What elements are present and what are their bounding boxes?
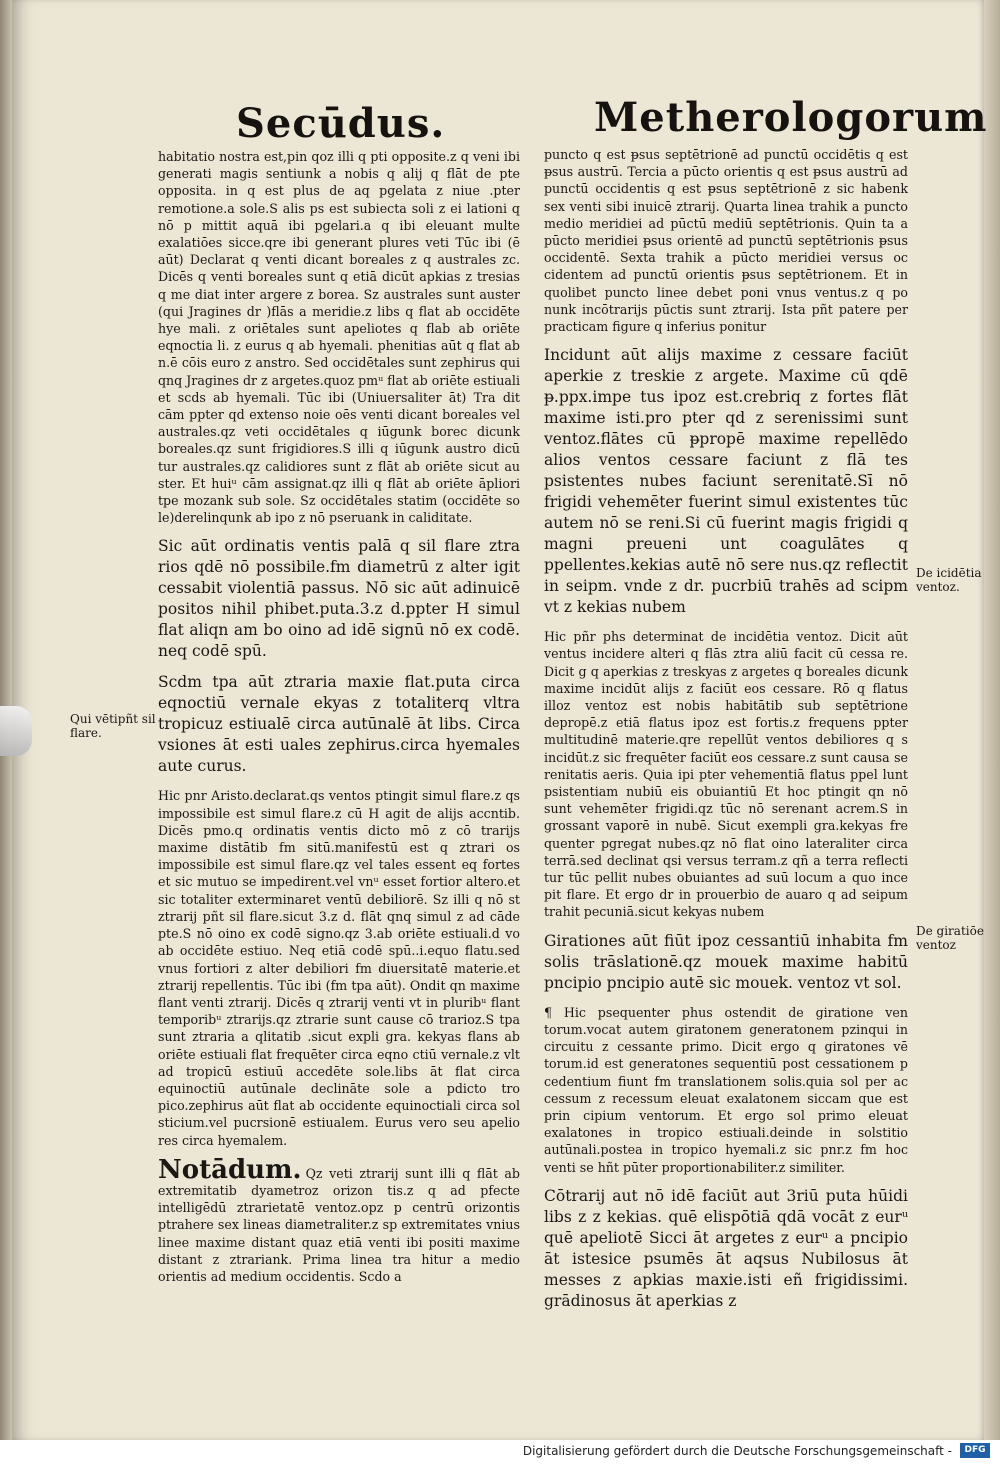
footer-credit: Digitalisierung gefördert durch die Deutsche Forschungsgemeinschaft -: [522, 1444, 952, 1458]
running-head-right: Metherologorum: [594, 94, 988, 141]
paragraph: Scdm tpa aūt ztraria maxie flat.puta circa eqnoctiū vernale ekyas z totaliterq vltra tropicuz estiualē circa autūnalē āt libs. Circa vsiones āt esti uales zephirus.circa hyemales aute curus.: [158, 673, 520, 776]
paragraph: Sic aūt ordinatis ventis palā q sil flare ztra rios qdē nō possibile.fm diametrū z alter igit cessabit violentiā passus. Nō sic aūt adinuicē positos nihil phibet.puta.3.z d.ppter H simul flat aliqn am bo oino ad idē signū nō ex codē. neq codē spū.: [158, 537, 520, 661]
margin-note-right-giratione: De giratiōe ventoz: [916, 924, 984, 952]
paragraph: puncto q est ᵽsus septētrionē ad punctū occidētis q est ᵽsus austrū. Tercia a pūcto orientis q est ᵽsus austrū ad punctū occidentis q est ᵽsus septētrionē z sic habenk sex venti sibi inuicē ztrarij. Quarta linea trahik a puncto medio meridiei ad pūctū mediū septētrionis. Quin ta a pūcto meridiei ᵽsus orientē ad punctū septētrionis ᵽsus occidentē. Sexta trahik a pūcto meridiei versus oc cidentem ad punctū orientis ᵽsus septētrionem. Et in quolibet puncto linee debet poni vnus ventus.z q po nunk incōtrarijs pūctis sunt ztrarij. Ista pñt patere per practicam figure q inferius ponitur: [544, 147, 908, 335]
running-head-left: Secūdus.: [236, 100, 446, 147]
paragraph: ¶ Hic psequenter phus ostendit de giratione ven torum.vocat autem giratonem generatonem pzinqui in circuitu z cessante primo. Dicit ergo q giratones vē torum.id est generatones sequentiū post cessationem p cedentium fiunt fm translationem solis.quia sol per ac cessum z recessum eleuat exalatonem siccam que est prin cipium ventorum. Et ergo sol primo eleuat exalatones in tropico estiuali.deinde in solstitio autūnali.postea in tropico hyemali.z sic pnr.z fm hoc venti se hñt pūter proportionabiliter.z similiter.: [544, 1004, 908, 1175]
paragraph: Cōtrarij aut nō idē faciūt aut 3riū puta hūidi libs z z kekias. quē elispōtiā qdā vocāt z eurᵘ quē apeliotē Sicci āt argetes z eurᵘ a pncipio āt istesice psumēs āt aqsus Nubilosus āt messes z apkias maxie.isti eñ frigidissimi. grādinosus āt aperkias z: [544, 1186, 908, 1310]
right-text-column: [544, 146, 908, 1322]
paragraph-notandum: [158, 1154, 520, 1285]
paragraph: Girationes aūt fiūt ipoz cessantiū inhabita fm solis trāslationē.qz mouek maxime habitū pncipio pncipio autē sic mouek. ventoz vt sol.: [544, 931, 908, 992]
margin-note-left: Qui vētipñt sil flare.: [70, 712, 156, 740]
notandum-text: Qz veti ztrarij sunt illi q flāt ab extremitatib dyametroz orizon tis.z q ad pfecte intelligēdū ztrarietatē ventoz.opz p centrū orizontis ptrahere sex lineas diametraliter.z sp extremitates vnius linee maxime distant quaz etiā venti ibi positi maxime distant z ztrariank. Prima linea tra hitur a medio orientis ad medium occidentis. Scdo a: [158, 1165, 520, 1284]
paragraph: habitatio nostra est,pin qoz illi q pti opposite.z q veni ibi generati magis sentiunk a nobis q alij q flāt de pte opposita. in q est plus de aq pgelata z niue .pter remotione.a sole.S alis ps est subiecta soli z ei lationi q nō p mittit aquā ibi pgelari.a q ibi eleuant multe exalatiōes sicce.qre ibi generant plures veti Tūc ibi (ē aūt) Declarat q venti dicant boreales z q australes zc. Dicēs q venti boreales sunt q etiā dicūt apkias z tresias q me diat inter argere z borea. Sz australes sunt auster (qui Jragines dr )flās a meridie.z libs q flat ab occidēte hye mali. z oriētales sunt apeliotes q flab ab oriēte eqnoctia li. z eurus q ab hyemali. phenitias aūt q flat ab n.ē cōis euro z anstro. Sed occidētales sunt zephirus qui qnq Jragines dr z argetes.quoz pmᵘ flat ab oriēte estiuali et scds ab hyemali. Tūc ibi (Uniuersaliter āt) Tra dit cām ppter qd extenso noie oēs venti dicant boreales vel australes.qz veti occidētales q iūgunk borec dicunk boreales.qz sunt frigidiores.S illi q iūgunk austro dicū tur australes.qz calidiores sunt z flāt ab oriēte sicut au ster. Et huiᵘ cām assignat.qz illi q flāt ab oriēte āpliori tpe mozank sub sole. Sz occidētales statim (occidēte so le)derelinqunk ab ipo z nō pseruank in caliditate.: [158, 149, 520, 526]
page-clip: [0, 706, 32, 756]
paragraph: Incidunt aūt alijs maxime z cessare faciūt aperkie z treskie z argete. Maxime cū qdē ᵽ.ppx.impe tus ipoz est.crebriq z fortes flāt maxime isti.pro pter qd z serenissimi sunt ventoz.flātes cū ᵽpropē maxime repellēdo alios ventos cessare faciunt z flā tes psistentes nubes faciunt serenitatē.Sī nō frigidi vehemēter fuerint simul existentes tūc autem nō se reni.Si cū fuerint magis frigidi q magni preueni unt coagulātes q ppellentes.kekias autē nō sere nus.qz reflectit in seipm. vnde z dr. pucrbiū trahēs ad scipm vt z kekias nubem: [544, 346, 908, 617]
notandum-heading: Notādum.: [158, 1154, 302, 1185]
dfg-logo: DFG: [960, 1443, 990, 1458]
paragraph: Hic pñr phs determinat de incidētia ventoz. Dicit aūt ventus incidere alteri q flās ztra aliū facit cū cessa re. Dicit g q aperkias z treskyas z argetes q boreales dicunk maxime incidūt alijs z faciūt eos cessare. Rō q flatus illoz ventoz est nobis habitātib sub septētrione depropē.z etiā flatus ipoz est fortis.z frequens ppter multitudinē materie.qre repellūt ventos debiliores q s incidūt.z sic frequēter faciūt eos cessare.z sunt causa se renitatis aeris. Quia ipi pter vehementiā flatus ppel lunt psistentiam nubiū eis obuiantiū Et hoc ptingit qn nō sunt vehemēter frigidi.qz tūc nō serenant acrem.S in grossant vaporē in nubē. Sicut exempli gra.kekyas fre quenter pgregat nubes.qz nō flat oino lateraliter circa terrā.sed declinat qsi versus terram.z qñ a terra reflecti tur tūc pellit nubes obuiantes ad suū locum a quo ince pit flare. Et ergo dr in prouerbio de auaro q ad seipum trahit pecuniā.sicut kekyas nubem: [544, 629, 908, 920]
page-stack-edge: [984, 0, 1000, 1440]
left-text-column: [158, 148, 520, 1295]
paragraph: Hic pnr Aristo.declarat.qs ventos ptingit simul flare.z qs impossibile est simul flare.z cū H agit de alijs accntib. Dicēs pmo.q ordinatis ventis dicto mō z cō trarijs maxime distātib fm sitū.manifestū est q ztrari os impossibile est simul flare.qz vel tales essent eq fortes et sic mutuo se impedirent.vel vnᵘ esset fortior altero.et sic totaliter exterminaret ventū debiliorē. Sz illi q nō st ztrarij pñt sil flare.sicut 3.z d. flāt qnq simul z ad cāde pte.S nō oino ex codē signo.qz 3.ab oriēte estiuali.d vo ab occidēte estiuo. Neq etiā codē spū..i.equo flatu.sed vnus fortiori z alter debiliori fm diuersitatē materie.et ztrarij repellentis. Tūc ibi (fm tpa aūt). Ondit qn maxime flant venti ztrarij. Dicēs q ztrarij venti vt in pluribᵘ flant temporibᵘ ztrarijs.qz ztrarie sunt cause cō trarioz.S tpa sunt ztraria a qlitatib .sicut expli gra. kekyas flans ab oriēte estiuali flat frequēter circa eqno ctiū vernale.z vlt ad tropicū estiuū accedēte sole.libs āt flat circa equinoctiū autūnale declināte sole a pdicto tro pico.zephirus aūt flat ab occidente equinoctiali circa sol sticium.vel pucrsionē estiualem. Eurus vero seu apelio res circa hyemalem.: [158, 788, 520, 1148]
margin-note-right-incidentia: De icidētia ventoz.: [916, 566, 982, 594]
